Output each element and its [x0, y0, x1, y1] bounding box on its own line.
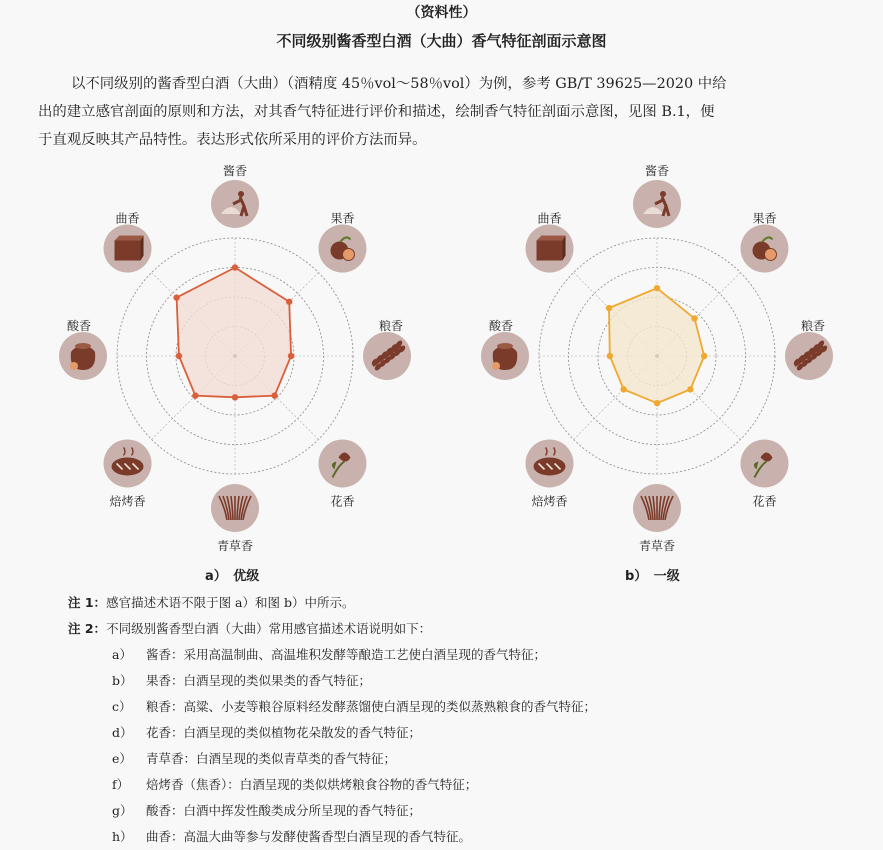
- axis-label: 果香: [330, 211, 355, 226]
- brick-front: [537, 241, 563, 261]
- data-point: [654, 400, 660, 406]
- appendix-type: （资料性）: [406, 5, 477, 21]
- jar-fruit: [492, 362, 500, 370]
- series-area: [177, 268, 291, 398]
- data-point: [606, 305, 612, 311]
- baked-bread-icon: [526, 439, 574, 487]
- fruit-icon: [740, 225, 788, 273]
- data-point: [288, 353, 294, 359]
- list-item: [68, 694, 868, 720]
- radar-chart-a: [59, 163, 411, 553]
- fruit-half: [342, 249, 354, 261]
- grass-icon: [633, 484, 681, 532]
- intro-paragraph: [38, 70, 853, 154]
- list-item: [68, 668, 868, 694]
- data-point: [620, 386, 626, 392]
- radar-chart-b: [481, 163, 833, 553]
- term-text: 花香：白酒呈现的类似植物花朵散发的香气特征；: [146, 725, 422, 740]
- list-item: [68, 798, 868, 824]
- intro-line-3: 于直观反映其产品特性。表达形式依所采用的评价方法而异。: [38, 132, 427, 148]
- term-text: 酸香：白酒中挥发性酸类成分所呈现的香气特征；: [146, 803, 422, 818]
- figure-title: 不同级别酱香型白酒（大曲）香气特征剖面示意图: [276, 32, 607, 50]
- note-1-label: 注 1：: [68, 595, 107, 610]
- data-point: [687, 386, 693, 392]
- term-letter: d）: [112, 725, 133, 740]
- data-point: [607, 353, 613, 359]
- axis-label: 酱香: [222, 164, 248, 178]
- term-letter: f）: [112, 777, 130, 792]
- axis-label: 果香: [752, 211, 777, 226]
- term-letter: h）: [112, 829, 133, 844]
- brick-top: [537, 236, 566, 241]
- sauce-aroma-icon: [211, 180, 259, 228]
- axis-label: 曲香: [115, 211, 140, 226]
- intro-line-1: 以不同级别的酱香型白酒（大曲）（酒精度 45％vol～58％vol）为例，参考 GB/T 39625—2020 中给: [71, 76, 727, 92]
- brick-front: [115, 241, 141, 261]
- axis-label: 酸香: [66, 319, 92, 333]
- qu-brick-icon: [526, 225, 574, 273]
- list-item: [68, 824, 868, 850]
- data-point: [176, 353, 182, 359]
- qu-brick-icon: [104, 225, 152, 273]
- note-2-text: 不同级别酱香型白酒（大曲）常用感官描述术语说明如下：: [106, 621, 432, 636]
- chart-b-caption: b） 一级: [625, 569, 680, 584]
- note-2: [68, 616, 868, 642]
- worker-head: [238, 191, 244, 197]
- worker-head: [660, 191, 666, 197]
- intro-line-2: 出的建立感官剖面的原则和方法，对其香气特征进行评价和描述，绘制香气特征剖面示意图，见图 B.1，便: [38, 104, 715, 120]
- axis-label: 焙烤香: [109, 494, 146, 509]
- data-point: [232, 394, 238, 400]
- flower-icon: [318, 439, 366, 487]
- term-text: 果香：白酒呈现的类似果类的香气特征；: [146, 673, 372, 688]
- axis-label: 酸香: [488, 319, 514, 333]
- term-letter: e）: [112, 751, 132, 766]
- note-2-label: 注 2：: [68, 621, 107, 636]
- fruit-icon: [318, 225, 366, 273]
- term-text: 焙烤香（焦香）：白酒呈现的类似烘烤粮食谷物的香气特征；: [146, 777, 478, 792]
- list-item: [68, 720, 868, 746]
- term-letter: a）: [112, 647, 132, 662]
- data-point: [232, 264, 238, 270]
- acid-jar-icon: [59, 332, 107, 380]
- note-1-text: 感官描述术语不限于图 a）和图 b）中所示。: [106, 595, 355, 610]
- term-text: 酱香：采用高温制曲、高温堆积发酵等酿造工艺使白酒呈现的香气特征；: [146, 647, 547, 662]
- axis-label: 焙烤香: [531, 494, 568, 509]
- axis-label: 花香: [330, 494, 355, 509]
- series-area: [609, 288, 704, 403]
- data-point: [691, 315, 697, 321]
- axis-label: 青草香: [216, 539, 254, 553]
- chart-a-caption: a） 优级: [205, 569, 260, 584]
- list-item: [68, 772, 868, 798]
- grass-icon: [211, 484, 259, 532]
- list-item: [68, 746, 868, 772]
- axis-label: 粮香: [800, 319, 826, 333]
- term-text: 粮香：高粱、小麦等粮谷原料经发酵蒸馏使白酒呈现的类似蒸熟粮食的香气特征；: [146, 699, 597, 714]
- axis-label: 酱香: [644, 164, 670, 178]
- baked-bread-icon: [104, 439, 152, 487]
- acid-jar-icon: [481, 332, 529, 380]
- term-letter: b）: [112, 673, 133, 688]
- axis-label: 花香: [752, 494, 777, 509]
- jar-rim: [497, 343, 513, 349]
- note-1: [68, 590, 868, 616]
- data-point: [173, 294, 179, 300]
- notes-section: [68, 590, 868, 850]
- term-letter: g）: [112, 803, 133, 818]
- data-point: [271, 392, 277, 398]
- data-point: [192, 392, 198, 398]
- jar-fruit: [70, 362, 78, 370]
- fruit-half: [764, 249, 776, 261]
- flower-icon: [740, 439, 788, 487]
- axis-label: 曲香: [537, 211, 562, 226]
- axis-label: 粮香: [378, 319, 404, 333]
- term-list: [68, 642, 868, 850]
- term-text: 青草香：白酒呈现的类似青草类的香气特征；: [146, 751, 397, 766]
- jar-rim: [75, 343, 91, 349]
- brick-top: [115, 236, 144, 241]
- data-point: [654, 285, 660, 291]
- sauce-aroma-icon: [633, 180, 681, 228]
- radar-charts: [0, 152, 883, 562]
- list-item: [68, 642, 868, 668]
- data-point: [286, 299, 292, 305]
- axis-label: 青草香: [638, 539, 676, 553]
- grain-icon: [785, 332, 833, 380]
- term-text: 曲香：高温大曲等参与发酵使酱香型白酒呈现的香气特征。: [146, 829, 472, 844]
- term-letter: c）: [112, 699, 132, 714]
- data-point: [701, 353, 707, 359]
- grain-icon: [363, 332, 411, 380]
